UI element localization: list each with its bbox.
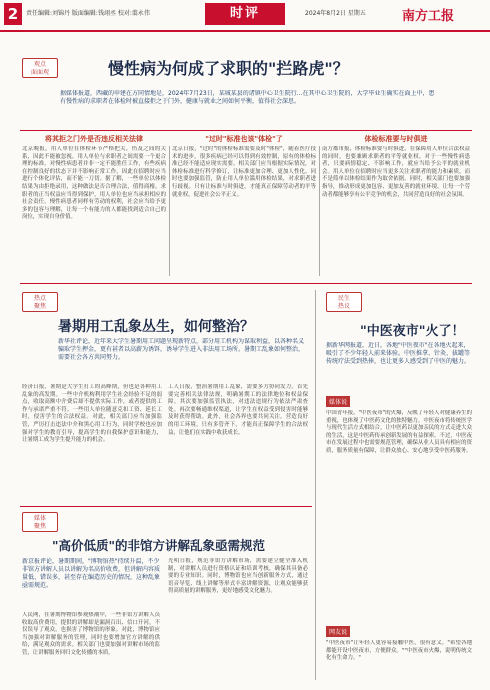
article3-tag-line2: 热议 xyxy=(337,303,350,310)
article2-title: 暑期用工乱象丛生，如何整治？ xyxy=(58,319,254,335)
article4-title: "高价低质"的非馆方讲解乱象亟需规范 xyxy=(52,538,266,553)
article4-tag-line1: 媒体 xyxy=(33,515,46,522)
page-number: 2 xyxy=(4,3,22,25)
article1-lead: 据媒体报道，西藏的申建在方同情地是，2024年7月23日，某城某县的诸镇中心卫生院行...在其中心卫生院的，大学毕业生确实在面上中，患有慢性病的求职者在体检时被直接拒之于门外，健康与就业之间如何平衡，值得社会深思。 xyxy=(60,90,435,105)
article2-tag xyxy=(22,292,58,312)
article1-column-2: 北京日报，"过时"的体检标准需要及时"体检"，随着医疗技术的进步，很多疾病已经可以得到有效控制，原有的体检标准已经不能适应现实需要。相关部门应当根据实际情况，对体检标准进行科学修订，让标准更加合理、更加人性化。同时也要加强监管，防止用人单位滥用体检结果，对求职者进行歧视。只有让标准与时俱进，才能真正保障劳动者的平等就业权，促进社会公平正义。 xyxy=(172,146,316,198)
article3-column: 中国青年报，"中医夜市"的火爆，反映了年轻人对健康养生的重视，也体现了中医药文化的独特魅力。中医夜市将传统医学与现代生活方式相结合，让中医药以更加亲民的方式走进大众的生活，这是中医药传承创新发展的有益探索。不过，中医夜市在发展过程中也需要规范管理，确保从业人员具有相应的资质，服务质量有保障，让群众放心、安心地享受中医药服务。 xyxy=(326,410,472,454)
article3-tag xyxy=(326,292,362,312)
article1-tag xyxy=(22,58,58,78)
article1-column-3: 南方都市报，体检标准要与时俱进，在保障用人单位合法权益的同时，也要兼顾求职者的平等就业权。对于一些慢性病患者，只要病情稳定、不影响工作，就应当给予公平的就业机会。用人单位在招聘时应当更多关注求职者的能力和素质，而不是简单以体检结果作为取舍依据。同时，相关部门也要加强指导，推动形成更加包容、更加友善的就业环境，让每一个劳动者都能够享有公平竞争的机会，共同营造良好的社会氛围。 xyxy=(322,146,470,198)
newspaper-logo: 南方工报 xyxy=(402,9,455,24)
article1-title: 慢性病为何成了求职的"拦路虎"？ xyxy=(108,59,349,78)
section-divider xyxy=(20,506,312,507)
article4-column-1: 人民网，在暑期博物馆参观热潮中，一些非馆方讲解人员收取高价费用，提供的讲解却是漏洞百出、信口开河，不仅误导了观众，也损害了博物馆的形象。对此，博物馆应当加强对讲解服务的管理，同时也要增加官方讲解的供给，满足观众的需求。相关部门也要加强对讲解市场的监管，让讲解服务回归文化传播的本质。 xyxy=(22,612,160,656)
article1-column-1: 北京晚报，用人单位在体检环节严格把关，伤及之间的关系，因此不能被忽视。用人单位与求职者之间需要一个更合理的标准。对慢性病患者并非一定不能胜任工作，有些疾病在控制良好的状态下并不影响正常工作，因此在招聘时应当进行个体化评估，而不能一刀切。据了解，一些单位以体检结果为由拒绝录用，这种做法是否合理合法，值得商榷。求职者的正当权益应当得到保护，用人单位也应当承担相应的社会责任。慢性病患者同样有劳动的权利，社会应当给予更多的包容与理解，让每一个有能力的人都能找到适合自己的岗位，实现自身价值。 xyxy=(22,146,166,221)
article3-lead: 据新华网报道，近日，各地"中医夜市"在各地火起来，吸引了不少年轻人前来体验。中医推拿、针灸、拔罐等传统疗法受到热捧，也让更多人感受到了中医的魅力。 xyxy=(326,342,471,365)
section-title: 时评 xyxy=(205,3,285,25)
article4-tag-line2: 聚焦 xyxy=(33,523,46,530)
article3-media-box-head: 媒体说 xyxy=(326,396,350,407)
article3-netizen-box-head: 网友说 xyxy=(326,626,350,637)
issue-date: 2024年8月2日 星期五 xyxy=(305,10,366,17)
article1-tag-line1: 观点 xyxy=(33,61,46,68)
section-divider xyxy=(20,283,472,284)
editor-credits: 责任编辑:刘锦丹 版面编辑:钱翊丞 校对:翦永伟 xyxy=(26,10,150,17)
article3-comments: "中医夜市"让年轻人更容易接触中医，很有意义。"希望各地都能开设中医夜市，方便群众。""中医夜市火爆，说明传统文化有生命力。" xyxy=(326,640,472,662)
article4-lead: 新京报评论，暑期期间，"博物馆热"持续升温，不少非馆方讲解人员以讲解为名高价收费，但讲解内容质量低、错误多，甚至存在编造历史的情况，这种乱象亟需规范。 xyxy=(22,558,160,589)
article3-title: "中医夜市"火了！ xyxy=(360,324,465,339)
article1-subhead-1: 将其拒之门外是否违反相关法律 xyxy=(45,135,143,143)
article3-tag-line1: 民生 xyxy=(337,295,350,302)
article2-tag-line1: 热点 xyxy=(33,295,46,302)
column-divider xyxy=(169,146,170,276)
page-header xyxy=(0,0,490,30)
article2-lead: 新华社评论，近年来大学生暑期用工问题呈现新特点，部分用工机构为谋取利益，以各种名义骗取学生押金，更有甚者以高薪为诱饵，诱导学生进入非法用工场所。暑期工乱象如何整治，需要社会各方共同努力。 xyxy=(58,338,305,361)
column-divider xyxy=(319,146,320,276)
article1-rule xyxy=(20,130,472,131)
right-column-divider xyxy=(315,290,316,680)
article4-tag xyxy=(22,512,58,532)
article2-column-2: 工人日报，整治暑期用工乱象，需要多方协同发力。首先要完善相关法律法规，明确暑期工的法律地位和权益保障。其次要加强监管执法，对违法违规行为依法严肃查处。再次要畅通维权渠道，让学生在权益受到侵害时能够及时获得帮助。此外，社会各界也要共同关注，营造良好的用工环境。只有多管齐下，才能真正保障学生的合法权益，让他们在实践中收获成长。 xyxy=(168,384,308,436)
article2-tag-line2: 聚焦 xyxy=(33,303,46,310)
article1-subhead-3: 体检标准要与时俱进 xyxy=(364,135,428,143)
article1-subhead-2: "过时"标准也该"体检"了 xyxy=(205,135,283,143)
header-divider xyxy=(0,30,490,32)
article2-column-1: 经济日报，暑期是大学生打工的高峰期，但也是各种用工乱象的高发期。一些中介机构利用学生社会经验不足的弱点，收取高额中介费后却不提供实际工作，或者提供的工作与承诺严重不符。一些用人单位随意克扣工资、延长工时，侵害学生的合法权益。对此，相关部门应当加强监管，严厉打击违法中介和黑心用工行为，同时学校也应加强对学生的教育引导，提高学生的自我保护意识和能力，让暑期工成为学生提升能力的机会。 xyxy=(22,384,162,444)
article1-tag-line2: 面面观 xyxy=(30,69,49,76)
article4-column-2: 光明日报，规范非馆方讲解市场，需要建立健全准入机制，对讲解人员进行资格认证和培训考核，确保其具备必要的专业知识。同时，博物馆也应当创新服务方式，通过语音导览、线上讲解等形式丰富讲解资源，让观众能够获得高质量的讲解服务，更好地感受文化魅力。 xyxy=(168,558,308,595)
